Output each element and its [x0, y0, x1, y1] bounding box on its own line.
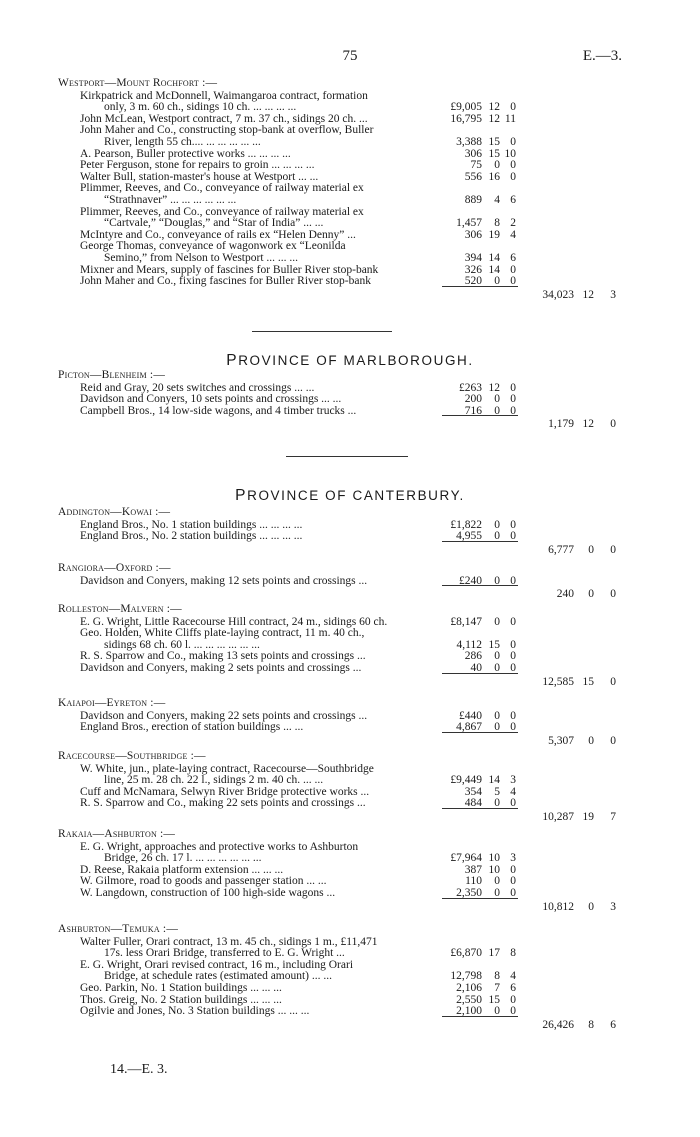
section-total-pence: 0: [610, 588, 616, 601]
entry-row: [0, 763, 700, 775]
entry-row: [0, 240, 700, 252]
section-total-pence: 0: [610, 734, 616, 747]
entry-row: [0, 616, 700, 628]
section-total-pounds: 6,777: [548, 543, 574, 556]
entry-description: Campbell Bros., 14 low-side wagons, and 4 timber trucks ...: [80, 404, 357, 417]
entry-description: W. White, jun., plate-laying contract, Racecourse—Southbridge: [80, 762, 374, 775]
entry-row: [0, 774, 700, 786]
entry-description: Davidson and Conyers, making 22 sets points and crossings ...: [80, 709, 368, 722]
entry-amount-shillings: 5: [494, 785, 500, 798]
entry-amount-pounds: 4,112: [456, 638, 482, 651]
entry-amount-shillings: 0: [494, 615, 500, 628]
entry-amount-shillings: 12: [488, 101, 500, 114]
entry-description: Mixner and Mears, supply of fascines for Buller River stop-bank: [80, 263, 379, 276]
section-heading-kaiapoi: Kaiapoi—Eyreton :—: [58, 697, 166, 709]
section-total-shillings: 15: [582, 675, 594, 688]
entry-amount-pounds: 306: [464, 147, 482, 160]
entry-row: [0, 639, 700, 651]
entry-row: [0, 252, 700, 264]
section-divider: [286, 456, 408, 457]
entry-row: [0, 1005, 700, 1017]
entry-amount-pounds: 3,388: [456, 135, 482, 148]
entry-amount-pence: 0: [510, 159, 516, 172]
entry-description: Cuff and McNamara, Selwyn River Bridge protective works ...: [80, 785, 370, 798]
entry-description: R. S. Sparrow and Co., making 22 sets points and crossings ...: [80, 797, 366, 810]
entry-description: England Bros., No. 2 station buildings ... ... ... ...: [80, 530, 303, 543]
entry-amount-pounds: 394: [464, 251, 482, 264]
section-heading-ashburton: Ashburton—Temuka :—: [58, 923, 179, 935]
entry-description: Plimmer, Reeves, and Co., conveyance of railway material ex: [80, 182, 364, 195]
entry-amount-pounds: 12,798: [450, 970, 482, 983]
entry-description: River, length 55 ch.... ... ... ... ... ...: [104, 135, 261, 148]
entry-amount-pence: 0: [510, 404, 516, 417]
section-total-shillings: 19: [582, 810, 594, 823]
section-total-shillings: 0: [588, 543, 594, 556]
entry-amount-pounds: 40: [470, 661, 482, 674]
entry-description: John Maher and Co., fixing fascines for Buller River stop-bank: [80, 275, 371, 288]
entry-amount-pounds: 75: [470, 159, 482, 172]
section-total-pounds: 12,585: [542, 675, 574, 688]
entry-amount-pence: 11: [504, 112, 516, 125]
entry-amount-pounds: 387: [464, 863, 482, 876]
entry-amount-pence: 6: [510, 251, 516, 264]
section-total-shillings: 8: [588, 1018, 594, 1031]
entry-description: McIntyre and Co., conveyance of rails ex “Helen Denny” ...: [80, 228, 356, 241]
entry-row: [0, 382, 700, 394]
entry-row: [0, 171, 700, 183]
entry-row: [0, 206, 700, 218]
entry-amount-pence: 0: [510, 518, 516, 531]
entry-amount-pence: 0: [510, 263, 516, 276]
entry-amount-shillings: 14: [488, 263, 500, 276]
entry-description: R. S. Sparrow and Co., making 13 sets points and crossings ...: [80, 650, 366, 663]
entry-row: [0, 875, 700, 887]
entry-description: only, 3 m. 60 ch., sidings 10 ch. ... ... ... ...: [104, 101, 297, 114]
entry-row: [0, 124, 700, 136]
entry-description: 17s. less Orari Bridge, transferred to E. G. Wright ...: [104, 947, 345, 960]
entry-row: [0, 393, 700, 405]
entry-description: E. G. Wright, Orari revised contract, 16 m., including Orari: [80, 958, 354, 971]
entry-amount-pence: 0: [510, 886, 516, 899]
entry-description: line, 25 m. 28 ch. 22 l., sidings 2 m. 40 ch. ... ...: [104, 774, 324, 787]
entry-description: E. G. Wright, Little Racecourse Hill contract, 24 m., sidings 60 ch.: [80, 615, 388, 628]
section-total-pence: 6: [610, 1018, 616, 1031]
section-heading-rangiora: Rangiora—Oxford :—: [58, 562, 171, 574]
entry-amount-pounds: 1,457: [456, 217, 482, 230]
entry-amount-pounds: 2,100: [456, 1005, 482, 1018]
entry-description: Bridge, at schedule rates (estimated amount) ... ...: [104, 970, 333, 983]
entry-row: [0, 275, 700, 287]
entry-description: Reid and Gray, 20 sets switches and crossings ... ...: [80, 381, 315, 394]
entry-description: E. G. Wright, approaches and protective works to Ashburton: [80, 840, 359, 853]
entry-row: [0, 90, 700, 102]
entry-amount-pounds: 556: [464, 170, 482, 183]
entry-row: [0, 575, 700, 587]
entry-description: Thos. Greig, No. 2 Station buildings ... ... ...: [80, 993, 282, 1006]
entry-row: [0, 101, 700, 113]
entry-amount-pounds: 4,955: [456, 530, 482, 543]
section-heading-racecourse: Racecourse—Southbridge :—: [58, 750, 206, 762]
entry-amount-pence: 3: [510, 774, 516, 787]
entry-amount-pounds: 889: [464, 193, 482, 206]
entry-description: Davidson and Conyers, making 12 sets points and crossings ...: [80, 574, 368, 587]
entry-row: [0, 530, 700, 542]
section-heading-addington: Addington—Kowai :—: [58, 506, 171, 518]
entry-row: [0, 136, 700, 148]
entry-amount-shillings: 8: [494, 970, 500, 983]
entry-row: [0, 229, 700, 241]
entry-amount-pounds: £240: [459, 574, 482, 587]
section-total-pence: 7: [610, 810, 616, 823]
province-heading-text: ROVINCE OF CANTERBURY.: [247, 488, 465, 503]
section-total-pence: 0: [610, 675, 616, 688]
entry-amount-shillings: 4: [494, 193, 500, 206]
entry-amount-pence: 0: [510, 661, 516, 674]
entry-amount-pence: 0: [510, 275, 516, 288]
entry-amount-pounds: 4,867: [456, 721, 482, 734]
entry-amount-pounds: £440: [459, 709, 482, 722]
subtotal-rule: [442, 1016, 518, 1017]
entry-amount-shillings: 0: [494, 661, 500, 674]
entry-row: [0, 887, 700, 899]
entry-amount-pence: 0: [510, 101, 516, 114]
section-total-shillings: 0: [588, 734, 594, 747]
entry-amount-pence: 0: [510, 709, 516, 722]
entry-description: Kirkpatrick and McDonnell, Waimangaroa contract, formation: [80, 89, 368, 102]
entry-amount-shillings: 0: [494, 650, 500, 663]
section-total-shillings: 12: [582, 418, 594, 431]
entry-description: Geo. Parkin, No. 1 Station buildings ... ... ...: [80, 981, 282, 994]
entry-amount-pounds: £9,005: [450, 101, 482, 114]
entry-amount-shillings: 15: [488, 993, 500, 1006]
entry-description: George Thomas, conveyance of wagonwork ex “Leonilda: [80, 240, 346, 253]
entry-amount-pence: 0: [510, 650, 516, 663]
section-total-shillings: 0: [588, 588, 594, 601]
section-total-pounds: 1,179: [548, 418, 574, 431]
entry-amount-shillings: 15: [488, 135, 500, 148]
province-heading-initial: P: [235, 487, 248, 504]
document-reference: E.—3.: [582, 48, 622, 64]
entry-description: England Bros., No. 1 station buildings ... ... ... ...: [80, 518, 303, 531]
entry-amount-shillings: 0: [494, 886, 500, 899]
entry-amount-pence: 4: [510, 970, 516, 983]
entry-amount-shillings: 0: [494, 1005, 500, 1018]
entry-amount-pence: 0: [510, 615, 516, 628]
entry-amount-pence: 0: [510, 638, 516, 651]
entry-amount-pounds: £1,822: [450, 518, 482, 531]
entry-row: [0, 650, 700, 662]
entry-description: England Bros., erection of station buildings ... ...: [80, 721, 304, 734]
entry-amount-pence: 10: [504, 147, 516, 160]
entry-amount-pence: 2: [510, 217, 516, 230]
entry-amount-pence: 0: [510, 381, 516, 394]
subtotal-rule: [442, 898, 518, 899]
entry-row: [0, 159, 700, 171]
section-total-pounds: 10,812: [542, 900, 574, 913]
entry-amount-shillings: 0: [494, 518, 500, 531]
entry-amount-pounds: 16,795: [450, 112, 482, 125]
entry-amount-shillings: 0: [494, 875, 500, 888]
entry-row: [0, 710, 700, 722]
entry-amount-shillings: 10: [488, 863, 500, 876]
page-number: 75: [342, 48, 358, 64]
entry-amount-shillings: 8: [494, 217, 500, 230]
section-total-pence: 0: [610, 418, 616, 431]
entry-description: John Maher and Co., constructing stop-bank at overflow, Buller: [80, 124, 374, 137]
entry-amount-shillings: 0: [494, 574, 500, 587]
entry-row: [0, 936, 700, 948]
entry-row: [0, 113, 700, 125]
subtotal-rule: [442, 732, 518, 733]
subtotal-rule: [442, 808, 518, 809]
section-total-pence: 0: [610, 543, 616, 556]
entry-amount-shillings: 14: [488, 774, 500, 787]
entry-row: [0, 852, 700, 864]
section-total-shillings: 12: [582, 288, 594, 301]
entry-description: Bridge, 26 ch. 17 l. ... ... ... ... ... ...: [104, 852, 262, 865]
entry-amount-pence: 6: [510, 193, 516, 206]
subtotal-rule: [442, 286, 518, 287]
entry-amount-pounds: 484: [464, 797, 482, 810]
province-heading-initial: P: [226, 352, 239, 369]
entry-amount-shillings: 0: [494, 530, 500, 543]
entry-amount-pence: 0: [510, 393, 516, 406]
entry-row: [0, 959, 700, 971]
entry-amount-shillings: 7: [494, 981, 500, 994]
entry-amount-pence: 0: [510, 875, 516, 888]
entry-row: [0, 864, 700, 876]
entry-amount-pence: 0: [510, 721, 516, 734]
entry-row: [0, 970, 700, 982]
entry-amount-shillings: 0: [494, 275, 500, 288]
entry-row: [0, 662, 700, 674]
entry-description: W. Gilmore, road to goods and passenger station ... ...: [80, 875, 327, 888]
province-heading: [0, 352, 700, 370]
entry-amount-pence: 0: [510, 863, 516, 876]
section-total-shillings: 0: [588, 900, 594, 913]
entry-row: [0, 841, 700, 853]
entry-row: [0, 264, 700, 276]
entry-description: Ogilvie and Jones, No. 3 Station buildings ... ... ...: [80, 1005, 310, 1018]
entry-amount-pounds: 306: [464, 228, 482, 241]
subtotal-rule: [442, 673, 518, 674]
entry-amount-pounds: 354: [464, 785, 482, 798]
subtotal-rule: [442, 541, 518, 542]
entry-amount-pounds: 2,550: [456, 993, 482, 1006]
entry-amount-pence: 0: [510, 1005, 516, 1018]
section-total-pounds: 240: [556, 588, 574, 601]
entry-amount-shillings: 10: [488, 852, 500, 865]
entry-amount-shillings: 0: [494, 721, 500, 734]
entry-description: John McLean, Westport contract, 7 m. 37 ch., sidings 20 ch. ...: [80, 112, 368, 125]
province-heading: [0, 487, 700, 505]
entry-amount-pounds: 2,350: [456, 886, 482, 899]
entry-description: Peter Ferguson, stone for repairs to groin ... ... ... ...: [80, 159, 315, 172]
signature-footer: 14.—E. 3.: [110, 1062, 168, 1077]
section-total-pence: 3: [610, 288, 616, 301]
subtotal-rule: [442, 585, 518, 586]
section-heading-picton: Picton—Blenheim :—: [58, 369, 166, 381]
entry-row: [0, 217, 700, 229]
entry-amount-pence: 0: [510, 797, 516, 810]
entry-description: D. Reese, Rakaia platform extension ... ... ...: [80, 863, 284, 876]
entry-amount-pence: 0: [510, 170, 516, 183]
entry-description: Geo. Holden, White Cliffs plate-laying contract, 11 m. 40 ch.,: [80, 627, 365, 640]
section-divider: [252, 331, 392, 332]
entry-amount-shillings: 0: [494, 709, 500, 722]
entry-amount-shillings: 17: [488, 947, 500, 960]
entry-amount-shillings: 15: [488, 147, 500, 160]
entry-amount-pence: 4: [510, 785, 516, 798]
entry-amount-shillings: 12: [488, 112, 500, 125]
province-heading-text: ROVINCE OF MARLBOROUGH.: [238, 353, 474, 368]
entry-row: [0, 405, 700, 417]
entry-amount-pence: 6: [510, 981, 516, 994]
entry-amount-pence: 3: [510, 852, 516, 865]
subtotal-rule: [442, 415, 518, 416]
entry-description: Davidson and Conyers, 10 sets points and crossings ... ...: [80, 393, 342, 406]
entry-amount-shillings: 12: [488, 381, 500, 394]
section-heading-rolleston: Rolleston—Malvern :—: [58, 603, 182, 615]
entry-row: [0, 148, 700, 160]
section-total-pence: 3: [610, 900, 616, 913]
section-heading-westport: Westport—Mount Rochfort :—: [58, 77, 218, 89]
entry-amount-shillings: 0: [494, 797, 500, 810]
section-total-pounds: 26,426: [542, 1018, 574, 1031]
entry-amount-pounds: £7,964: [450, 852, 482, 865]
entry-amount-shillings: 0: [494, 159, 500, 172]
entry-amount-shillings: 15: [488, 638, 500, 651]
entry-row: [0, 721, 700, 733]
entry-amount-pounds: 110: [465, 875, 482, 888]
entry-amount-pence: 0: [510, 530, 516, 543]
entry-row: [0, 947, 700, 959]
entry-amount-pounds: 286: [464, 650, 482, 663]
section-total-pounds: 5,307: [548, 734, 574, 747]
entry-description: Semino,” from Nelson to Westport ... ... ...: [104, 251, 299, 264]
entry-description: sidings 68 ch. 60 l. ... ... ... ... ... ...: [104, 638, 260, 651]
entry-description: W. Langdown, construction of 100 high-side wagons ...: [80, 886, 336, 899]
entry-row: [0, 627, 700, 639]
entry-amount-shillings: 19: [488, 228, 500, 241]
entry-amount-pence: 0: [510, 574, 516, 587]
entry-row: [0, 786, 700, 798]
entry-description: “Cartvale,” “Douglas,” and “Star of India” ... ...: [104, 217, 324, 230]
entry-row: [0, 982, 700, 994]
entry-row: [0, 182, 700, 194]
entry-row: [0, 797, 700, 809]
section-heading-rakaia: Rakaia—Ashburton :—: [58, 828, 176, 840]
entry-amount-pounds: £8,147: [450, 615, 482, 628]
section-total-pounds: 10,287: [542, 810, 574, 823]
entry-amount-pence: 0: [510, 135, 516, 148]
entry-description: Plimmer, Reeves, and Co., conveyance of railway material ex: [80, 205, 364, 218]
entry-description: “Strathnaver” ... ... ... ... ... ...: [104, 193, 237, 206]
entry-amount-pounds: 326: [464, 263, 482, 276]
section-total-pounds: 34,023: [542, 288, 574, 301]
entry-amount-pounds: 2,106: [456, 981, 482, 994]
entry-amount-shillings: 0: [494, 404, 500, 417]
entry-amount-pounds: 200: [464, 393, 482, 406]
entry-amount-pounds: £6,870: [450, 947, 482, 960]
entry-amount-pence: 8: [510, 947, 516, 960]
entry-description: Walter Fuller, Orari contract, 13 m. 45 ch., sidings 1 m., £11,471: [80, 935, 378, 948]
entry-description: A. Pearson, Buller protective works ... ... ... ...: [80, 147, 291, 160]
entry-amount-pounds: 716: [464, 404, 482, 417]
entry-description: Walter Bull, station-master's house at Westport ... ...: [80, 170, 319, 183]
entry-description: Davidson and Conyers, making 2 sets points and crossings ...: [80, 661, 362, 674]
entry-amount-pounds: £263: [459, 381, 482, 394]
entry-amount-shillings: 0: [494, 393, 500, 406]
entry-row: [0, 519, 700, 531]
entry-amount-shillings: 14: [488, 251, 500, 264]
entry-amount-shillings: 16: [488, 170, 500, 183]
entry-amount-pence: 4: [510, 228, 516, 241]
entry-amount-pence: 0: [510, 993, 516, 1006]
entry-row: [0, 194, 700, 206]
entry-amount-pounds: £9,449: [450, 774, 482, 787]
entry-row: [0, 994, 700, 1006]
entry-amount-pounds: 520: [464, 275, 482, 288]
